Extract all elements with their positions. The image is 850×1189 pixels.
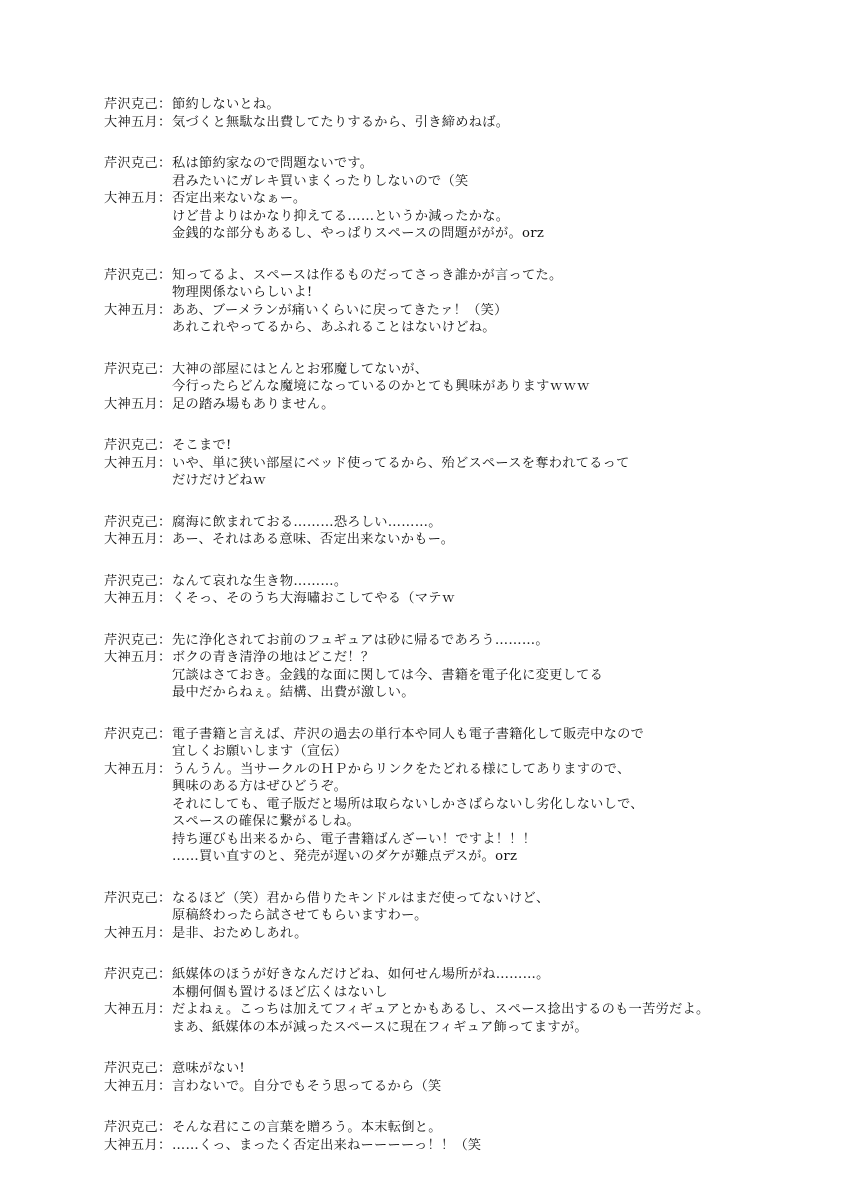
dialogue-turn bbox=[104, 114, 804, 132]
dialogue-turn bbox=[104, 590, 804, 608]
speech-line: あー、それはある意味、否定出来ないかもー。 bbox=[172, 532, 455, 547]
speech-line: 電子書籍と言えば、芹沢の過去の単行本や同人も電子書籍化して販売中なので bbox=[172, 726, 645, 742]
speech-line: くそっ、そのうち大海嘯おこしてやる（マテｗ bbox=[172, 591, 456, 606]
speech-line: 物理関係ないらしいよ! bbox=[172, 285, 313, 300]
speaker-name: 芹沢克己： bbox=[104, 156, 172, 171]
dialogue-exchange bbox=[104, 890, 804, 943]
speech-line: 君みたいにガレキ買いまくったりしないので（笑 bbox=[172, 173, 469, 189]
dialogue-turn bbox=[104, 966, 804, 1001]
speech-line: いや、単に狭い部屋にベッド使ってるから、殆どスペースを奪われてるって bbox=[172, 455, 630, 471]
dialogue-turn bbox=[104, 925, 804, 943]
speaker-name: 芹沢克己： bbox=[104, 726, 172, 742]
speech-text bbox=[172, 514, 804, 532]
speaker-name: 大神五月： bbox=[104, 396, 172, 412]
speech-text bbox=[172, 114, 804, 132]
dialogue-exchange bbox=[104, 632, 804, 702]
dialogue-turn bbox=[104, 396, 804, 414]
dialogue-exchange bbox=[104, 437, 804, 490]
speech-line: 最中だからねぇ。結構、出費が激しい。 bbox=[172, 685, 415, 700]
speech-line: ……買い直すのと、発売が遅いのダケが難点デスが。orz bbox=[172, 849, 518, 864]
speaker-name: 芹沢克己： bbox=[104, 632, 172, 648]
speech-line: まあ、紙媒体の本が減ったスペースに現在フィギュア飾ってますが。 bbox=[172, 1019, 588, 1035]
speech-text bbox=[172, 632, 804, 650]
speech-line: だけだけどねｗ bbox=[172, 473, 267, 488]
speech-text bbox=[172, 267, 804, 302]
speech-text bbox=[172, 726, 804, 761]
speech-text bbox=[172, 1060, 804, 1078]
speech-line: けど昔よりはかなり抑えてる……というか減ったかな。 bbox=[172, 208, 510, 224]
speaker-name: 芹沢克己： bbox=[104, 573, 172, 589]
speech-line: 宜しくお願いします（宣伝） bbox=[172, 744, 348, 759]
speech-line: それにしても、電子版だと場所は取らないしかさばらないし劣化しないしで、 bbox=[172, 796, 644, 812]
speech-text bbox=[172, 361, 804, 396]
dialogue-turn bbox=[104, 190, 804, 243]
dialogue-turn bbox=[104, 649, 804, 702]
speaker-name: 芹沢克己： bbox=[104, 514, 172, 530]
speaker-name: 大神五月： bbox=[104, 1078, 172, 1094]
dialogue-exchange bbox=[104, 361, 804, 414]
dialogue-turn bbox=[104, 514, 804, 532]
speech-line: 気づくと無駄な出費してたりするから、引き締めねば。 bbox=[172, 114, 510, 130]
speaker-name: 芹沢克己： bbox=[104, 1061, 172, 1076]
speech-line: ……くっ、まったく否定出来ねーーーーっ！！（笑 bbox=[172, 1137, 482, 1153]
speaker-name: 大神五月： bbox=[104, 302, 172, 318]
speaker-name: 大神五月： bbox=[104, 1002, 172, 1017]
speech-text bbox=[172, 590, 804, 608]
speech-line: あれこれやってるから、あふれることはないけどね。 bbox=[172, 320, 496, 335]
speaker-name: 大神五月： bbox=[104, 532, 172, 547]
dialogue-turn bbox=[104, 1078, 804, 1096]
speech-line: 否定出来ないなぁー。 bbox=[172, 191, 307, 206]
dialogue-exchange bbox=[104, 573, 804, 608]
speech-text bbox=[172, 96, 804, 114]
speaker-name: 芹沢克己： bbox=[104, 967, 172, 982]
speech-text bbox=[172, 190, 804, 243]
speech-line: 足の踏み場もありません。 bbox=[172, 396, 335, 412]
dialogue-turn bbox=[104, 437, 804, 455]
speaker-name: 芹沢克己： bbox=[104, 438, 172, 453]
dialogue-turn bbox=[104, 302, 804, 337]
dialogue-exchange bbox=[104, 726, 804, 866]
speaker-name: 大神五月： bbox=[104, 114, 172, 130]
speech-text bbox=[172, 455, 804, 490]
speech-line: 意味がない! bbox=[172, 1061, 246, 1076]
speech-line: 節約しないとね。 bbox=[172, 97, 280, 112]
dialogue-exchange bbox=[104, 96, 804, 131]
speech-text bbox=[172, 396, 804, 414]
speech-line: 本棚何個も置けるほど広くはないし bbox=[172, 984, 388, 1000]
dialogue-transcript bbox=[104, 96, 804, 1178]
speaker-name: 大神五月： bbox=[104, 591, 172, 606]
speech-line: ボクの青き清浄の地はどこだ！？ bbox=[172, 650, 375, 665]
dialogue-turn bbox=[104, 890, 804, 925]
speaker-name: 芹沢克己： bbox=[104, 890, 172, 906]
speech-line: ああ、ブーメランが痛いくらいに戻ってきたァ！（笑） bbox=[172, 302, 508, 318]
speaker-name: 大神五月： bbox=[104, 650, 172, 665]
speech-line: 言わないで。自分でもそう思ってるから（笑 bbox=[172, 1078, 442, 1094]
dialogue-turn bbox=[104, 1001, 804, 1036]
speech-line: 先に浄化されてお前のフュギュアは砂に帰るであろう………。 bbox=[172, 632, 549, 648]
dialogue-exchange bbox=[104, 1119, 804, 1154]
speech-line: 持ち運びも出来るから、電子書籍ばんざーい！ですよ！！！ bbox=[172, 831, 537, 847]
speech-line: 知ってるよ、スペースは作るものだってさっき誰かが言ってた。 bbox=[172, 267, 563, 283]
dialogue-turn bbox=[104, 1137, 804, 1155]
speech-line: なるほど（笑）君から借りたキンドルはまだ使ってないけど、 bbox=[172, 890, 550, 906]
speech-text bbox=[172, 437, 804, 455]
dialogue-turn bbox=[104, 1060, 804, 1078]
speaker-name: 芹沢克己： bbox=[104, 267, 172, 283]
speech-line: そんな君にこの言葉を贈ろう。本末転倒と。 bbox=[172, 1120, 442, 1135]
speaker-name: 大神五月： bbox=[104, 455, 172, 471]
dialogue-exchange bbox=[104, 966, 804, 1036]
speaker-name: 芹沢克己： bbox=[104, 1120, 172, 1135]
speech-text bbox=[172, 966, 804, 1001]
speech-line: うんうん。当サークルのＨＰからリンクをたどれる様にしてありますので、 bbox=[172, 761, 631, 777]
speech-line: 大神の部屋にはとんとお邪魔してないが、 bbox=[172, 361, 429, 377]
speaker-name: 芹沢克己： bbox=[104, 361, 172, 377]
speaker-name: 大神五月： bbox=[104, 191, 172, 206]
dialogue-exchange bbox=[104, 267, 804, 337]
speech-line: なんて哀れな生き物………。 bbox=[172, 573, 348, 589]
dialogue-turn bbox=[104, 96, 804, 114]
speech-text bbox=[172, 761, 804, 866]
dialogue-exchange bbox=[104, 1060, 804, 1095]
speech-line: 冗談はさておき。金銭的な面に関しては今、書籍を電子化に変更してる bbox=[172, 667, 604, 683]
speech-line: スペースの確保に繋がるしね。 bbox=[172, 814, 361, 829]
dialogue-turn bbox=[104, 361, 804, 396]
speech-line: 腐海に飲まれておる………恐ろしい………。 bbox=[172, 514, 442, 530]
dialogue-exchange bbox=[104, 155, 804, 243]
speech-text bbox=[172, 1078, 804, 1096]
speech-line: 今行ったらどんな魔境になっているのかとても興味がありますｗｗｗ bbox=[172, 379, 591, 394]
dialogue-turn bbox=[104, 531, 804, 549]
speech-text bbox=[172, 155, 804, 190]
dialogue-turn bbox=[104, 761, 804, 866]
speech-line: だよねぇ。こっちは加えてフィギュアとかもあるし、スペース捻出するのも一苦労だよ。 bbox=[172, 1002, 710, 1017]
speech-text bbox=[172, 890, 804, 925]
speech-text bbox=[172, 925, 804, 943]
speaker-name: 大神五月： bbox=[104, 1137, 172, 1153]
speaker-name: 大神五月： bbox=[104, 761, 172, 777]
dialogue-turn bbox=[104, 267, 804, 302]
dialogue-turn bbox=[104, 726, 804, 761]
speech-text bbox=[172, 649, 804, 702]
speech-line: 是非、おためしあれ。 bbox=[172, 925, 308, 941]
speech-line: 私は節約家なので問題ないです。 bbox=[172, 156, 374, 171]
speech-text bbox=[172, 1119, 804, 1137]
speech-line: 金銭的な部分もあるし、やっぱりスペースの問題ががが。orz bbox=[172, 226, 545, 241]
speech-line: 興味のある方はぜひどうぞ。 bbox=[172, 779, 348, 794]
speech-line: 紙媒体のほうが好きなんだけどね、如何せん場所がね………。 bbox=[172, 967, 550, 982]
speech-text bbox=[172, 1137, 804, 1155]
speech-text bbox=[172, 573, 804, 591]
dialogue-turn bbox=[104, 455, 804, 490]
speech-line: そこまで! bbox=[172, 438, 232, 453]
speaker-name: 芹沢克己： bbox=[104, 97, 172, 112]
dialogue-turn bbox=[104, 1119, 804, 1137]
dialogue-exchange bbox=[104, 514, 804, 549]
speech-text bbox=[172, 531, 804, 549]
dialogue-turn bbox=[104, 632, 804, 650]
speech-line: 原稿終わったら試させてもらいますわー。 bbox=[172, 908, 428, 923]
speaker-name: 大神五月： bbox=[104, 925, 172, 941]
dialogue-turn bbox=[104, 573, 804, 591]
dialogue-turn bbox=[104, 155, 804, 190]
speech-text bbox=[172, 302, 804, 337]
speech-text bbox=[172, 1001, 804, 1036]
